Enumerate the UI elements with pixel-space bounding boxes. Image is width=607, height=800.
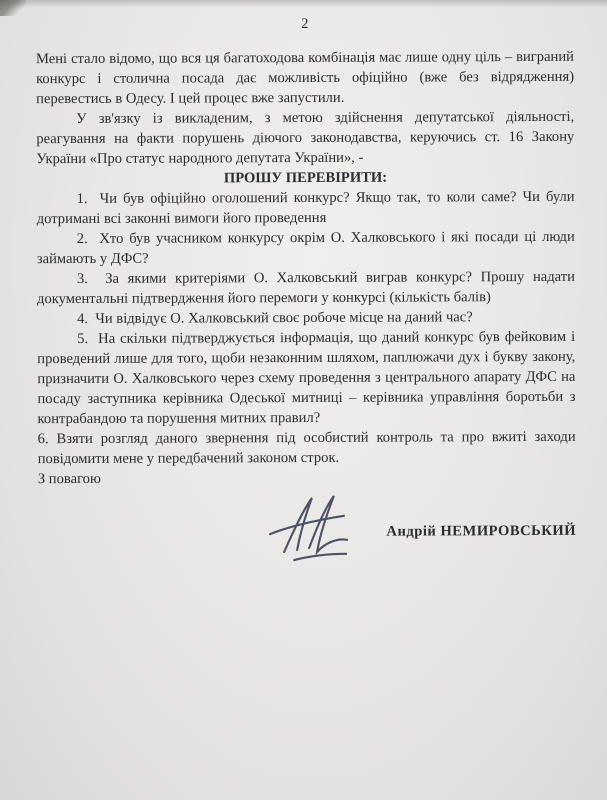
signature-block	[38, 487, 576, 575]
list-item-2: 2. Хто був учасником конкурсу окрім О. Халковського і які посади ці люди займають у ДФС?	[36, 228, 575, 268]
list-item-6: 6. Взяти розгляд даного звернення під особистий контроль та про вжиті заходи повідомити мене у передбачений законом строк.	[37, 428, 576, 468]
page-number: 2	[301, 15, 309, 33]
document-content	[36, 13, 576, 575]
list-item-1: 1. Чи був офіційно оголошений конкурс? Якщо так, то коли саме? Чи були дотримані всі законні вимоги його проведення	[36, 188, 575, 228]
handwritten-signature-icon	[246, 490, 386, 569]
paragraph-intro: Мені стало відомо, що вся ця багатоходова комбінація має лише одну ціль – виграний конкурс і столична посада дає можливість офіційно (вже без відрядження) перевестись в Одесу. І цей процес вже запустили.	[35, 48, 575, 108]
photo-edge-shadow	[0, 0, 607, 8]
list-item-3: 3. За якими критеріями О. Халковський виграв конкурс? Прошу надати документальні підтвердження його перемоги у конкурсі (кількість балів)	[36, 268, 575, 308]
section-heading: ПРОШУ ПЕРЕВІРИТИ:	[223, 169, 388, 187]
list-item-4: 4. Чи відвідує О. Халковський своє робоче місце на даний час?	[77, 309, 473, 327]
list-item-5: 5. На скільки підтверджується інформація, що даний конкурс був фейковим і проведений лише для того, щоби незаконним шляхом, паплюжачи дух і букву закону, призначити О. Халковського через схему проведення з центрального апарату ДФС на посаду заступника керівника Одеської митниці – керівника управління боротьби з контрабандою та порушення митних правил?	[37, 328, 576, 428]
paragraph-legal-basis: У зв'язку із викладеним, з метою здійснення депутатської діяльності, реагування на факти порушень діючого законодавства, керуючись ст. 16 Закону України «Про статус народного депутата України», -	[36, 108, 575, 168]
closing-salutation: З повагою	[37, 470, 101, 488]
signatory-name: Андрій НЕМИРОВСЬКИЙ	[386, 522, 577, 540]
